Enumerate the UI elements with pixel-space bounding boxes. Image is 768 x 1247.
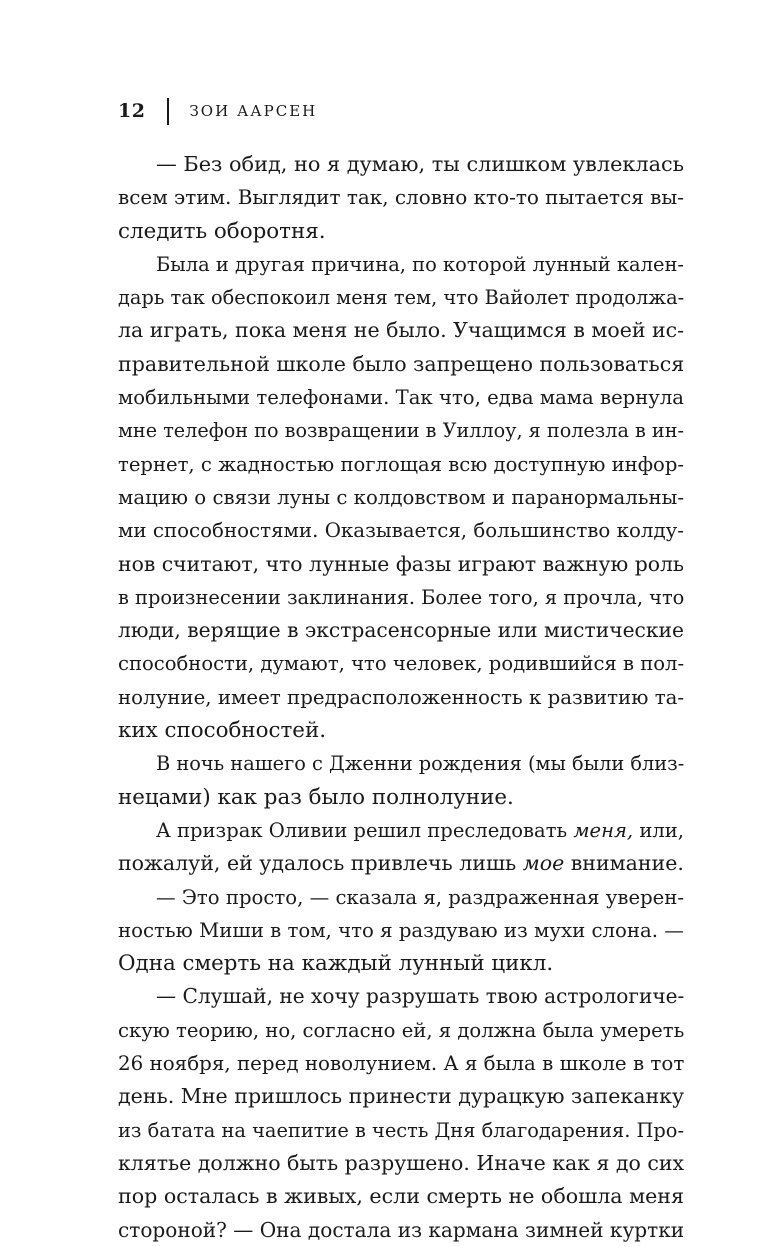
text-line: мобильными телефонами. Так что, едва мама вернула xyxy=(118,386,684,410)
text-line: дарь так обеспокоил меня тем, что Вайолет продолжа- xyxy=(118,286,685,310)
text-line: нов считают, что лунные фазы играют важную роль xyxy=(118,551,684,576)
text-line: пор осталась в живых, если смерть не обошла меня xyxy=(118,1184,684,1209)
paragraph xyxy=(118,814,684,881)
running-head xyxy=(118,96,317,126)
text-line: следить оборотня. xyxy=(118,218,326,244)
text-line: Была и другая причина, по которой лунный кален- xyxy=(156,252,684,276)
paragraph xyxy=(118,980,684,1246)
text-line: нолуние, имеет предрасположенность к развитию та- xyxy=(118,685,685,709)
text-line: всем этим. Выглядит так, словно кто-то пытается вы- xyxy=(118,185,684,210)
header-divider xyxy=(167,98,169,125)
text-line: ми способностями. Оказывается, большинство колду- xyxy=(118,519,684,543)
text-line: ностью Миши в том, что я раздуваю из мухи слона. — xyxy=(118,918,684,942)
text-line: способности, думают, что человек, родившийся в пол- xyxy=(118,652,685,676)
text-segment: внимание. xyxy=(564,851,684,876)
text-line xyxy=(118,814,684,847)
text-line: ких способностей. xyxy=(118,718,327,744)
text-line: тернет, с жадностью поглощая всю доступную инфор- xyxy=(118,452,684,476)
text-line: нецами) как раз было полнолуние. xyxy=(118,784,514,810)
text-line: день. Мне пришлось принести дурацкую запеканку xyxy=(118,1084,685,1109)
text-line: — Слушай, не хочу разрушать твою астрологиче- xyxy=(156,984,685,1009)
text-line: — Без обид, но я думаю, ты слишком увлеклась xyxy=(156,152,685,176)
text-line: ла играть, пока меня не было. Учащимся в моей ис- xyxy=(118,318,685,343)
text-line: мне телефон по возвращении в Уиллоу, я полезла в ин- xyxy=(118,419,684,443)
text-line xyxy=(118,847,684,880)
emphasized-text: мое xyxy=(522,851,565,876)
text-line: скую теорию, но, согласно ей, я должна была умереть xyxy=(118,1018,685,1042)
text-line: мацию о связи луны с колдовством и паранормальны- xyxy=(118,485,684,509)
author-name: ЗОИ ААРСЕН xyxy=(189,102,318,120)
page-number: 12 xyxy=(118,100,146,122)
text-segment: А призрак Оливии решил преследовать xyxy=(156,818,574,842)
text-line: Одна смерть на каждый лунный цикл. xyxy=(118,951,554,977)
paragraph xyxy=(118,148,684,248)
paragraph xyxy=(118,248,684,747)
text-segment: или, xyxy=(633,818,684,842)
text-line: клятье должно быть разрушено. Иначе как я до сих xyxy=(118,1150,684,1175)
paragraph xyxy=(118,747,684,814)
text-line: люди, верящие в экстрасенсорные или мистические xyxy=(118,618,684,643)
text-line: стороной? — Она достала из кармана зимней куртки xyxy=(118,1217,685,1242)
text-line: из батата на чаепитие в честь Дня благодарения. Про- xyxy=(118,1118,684,1142)
body-text xyxy=(118,148,684,1247)
emphasized-text: меня, xyxy=(573,818,634,842)
text-line: в произнесении заклинания. Более того, я прочла, что xyxy=(118,585,685,609)
text-line: В ночь нашего с Дженни рождения (мы были близ- xyxy=(156,752,685,776)
text-line: 26 ноября, перед новолунием. А я была в школе в тот xyxy=(118,1052,685,1076)
text-line: правительной школе было запрещено пользоваться xyxy=(118,351,685,376)
text-line: — Это просто, — сказала я, раздраженная уверен- xyxy=(156,885,684,909)
paragraph xyxy=(118,881,684,981)
text-segment: пожалуй, ей удалось привлечь лишь xyxy=(118,851,523,876)
